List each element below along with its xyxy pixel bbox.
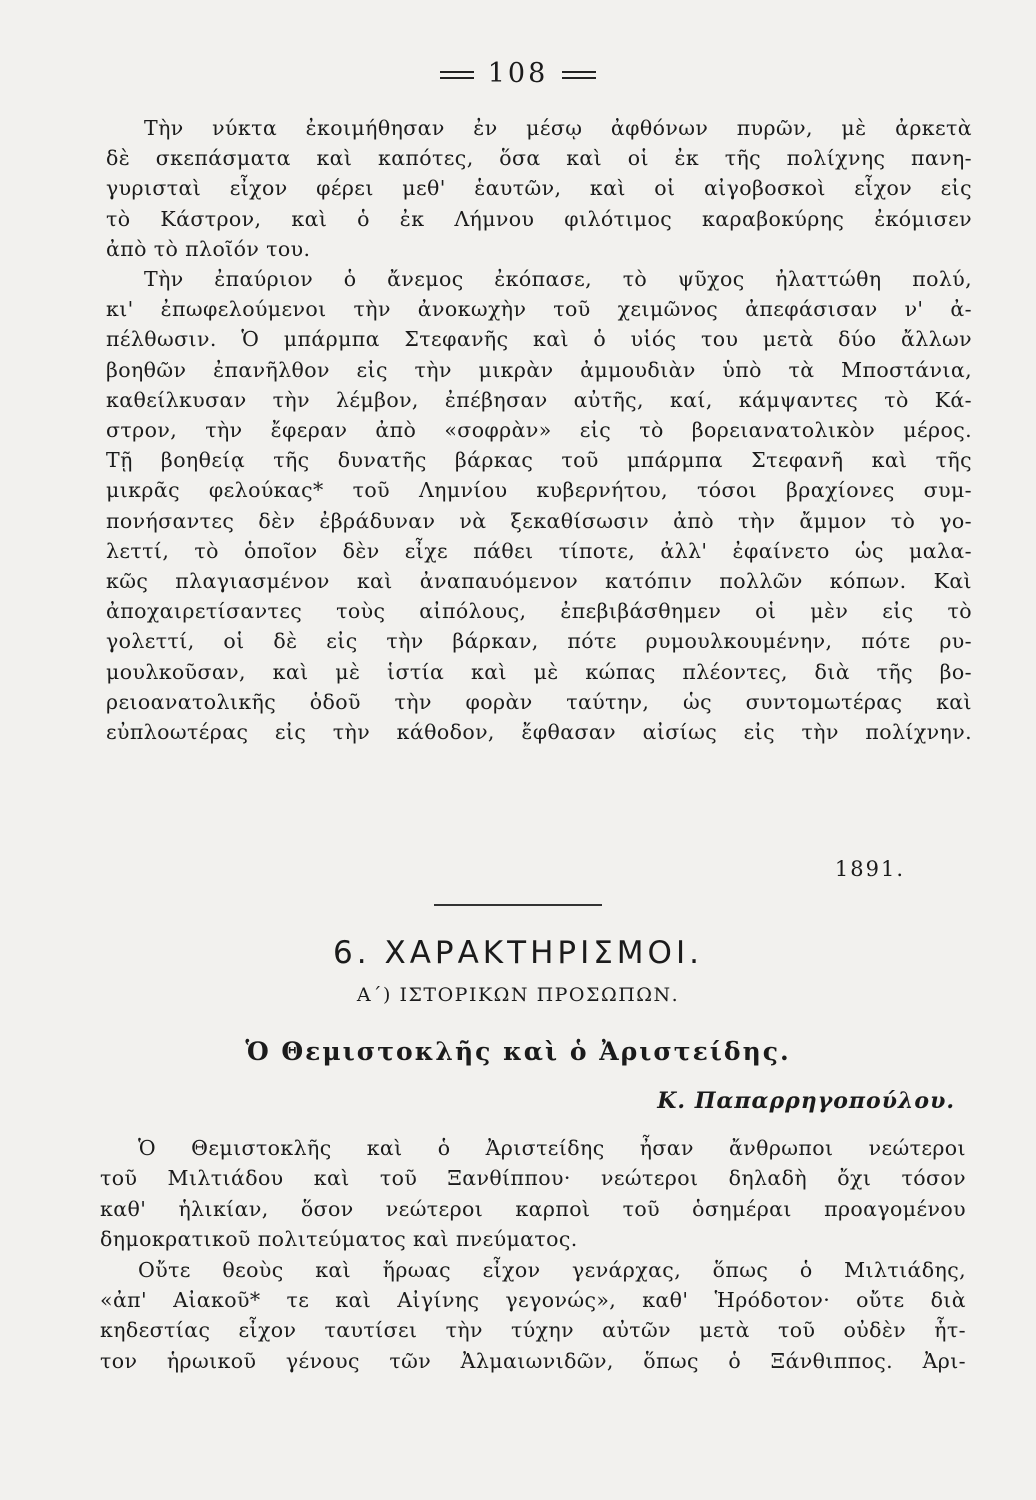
text-line: κι' ἐπωφελούμενοι τὴν ἀνοκωχὴν τοῦ χειμῶνος ἀπεφάσισαν ν' ἀ- xyxy=(106,297,972,322)
text-line: τὸ Κάστρον, καὶ ὁ ἐκ Λήμνου φιλότιμος καραβοκύρης ἐκόμισεν xyxy=(106,206,972,231)
header-rule-left xyxy=(440,71,474,79)
text-line: πέλθωσιν. Ὁ μπάρμπα Στεφανῆς καὶ ὁ υἱός του μετὰ δύο ἄλλων xyxy=(106,327,972,352)
text-line: Ὁ Θεμιστοκλῆς καὶ ὁ Ἀριστείδης ἦσαν ἄνθρωποι νεώτεροι xyxy=(138,1136,966,1160)
text-line: ρειοανατολικῆς ὁδοῦ τὴν φορὰν ταύτην, ὡς συντομωτέρας καὶ xyxy=(106,689,972,714)
narrative-text xyxy=(106,113,972,747)
page-number: 108 xyxy=(487,58,549,89)
text-line: μικρᾶς φελούκας* τοῦ Λημνίου κυβερνήτου, τόσοι βραχίονες συμ- xyxy=(106,478,972,503)
text-line: Τὴν ἐπαύριον ὁ ἄνεμος ἐκόπασε, τὸ ψῦχος ἠλαττώθη πολύ, xyxy=(144,267,972,292)
text-line: γυρισταὶ εἶχον φέρει μεθ' ἑαυτῶν, καὶ οἱ αἰγοβοσκοὶ εἶχον εἰς xyxy=(106,176,972,201)
text-line: στρον, τὴν ἔφεραν ἀπὸ «σοφρὰν» εἰς τὸ βορειανατολικὸν μέρος. xyxy=(106,418,972,443)
section-divider xyxy=(434,904,602,906)
text-line: βοηθῶν ἐπανῆλθον εἰς τὴν μικρὰν ἀμμουδιὰν ὑπὸ τὰ Μποστάνια, xyxy=(106,357,972,382)
page-header xyxy=(0,58,1036,89)
section-heading: 6. ΧΑΡΑΚΤΗΡΙΣΜΟΙ. xyxy=(333,935,703,971)
text-line: πονήσαντες δὲν ἐβράδυναν νὰ ξεκαθίσωσιν ἀπὸ τὴν ἄμμον τὸ γο- xyxy=(106,508,972,533)
text-line: εὐπλοωτέρας εἰς τὴν κάθοδον, ἔφθασαν αἰσίως εἰς τὴν πολίχνην. xyxy=(106,720,972,745)
date-year: 1891. xyxy=(834,857,905,881)
text-line: τον ἡρωικοῦ γένους τῶν Ἀλμαιωνιδῶν, ὅπως ὁ Ξάνθιππος. Ἀρι- xyxy=(100,1348,966,1373)
text-line: κῶς πλαγιασμένον καὶ ἀναπαυόμενον κατόπιν πολλῶν κόπων. Καὶ xyxy=(106,569,972,594)
text-line: ἀπὸ τὸ πλοῖόν του. xyxy=(106,236,311,261)
text-line: Τὴν νύκτα ἐκοιμήθησαν ἐν μέσῳ ἀφθόνων πυρῶν, μὲ ἀρκετὰ xyxy=(144,116,972,140)
text-line: «ἀπ' Αἰακοῦ* τε καὶ Αἰγίνης γεγονώς», καθ' Ἡρόδοτον· οὔτε διὰ xyxy=(100,1288,966,1313)
text-line: καθ' ἡλικίαν, ὅσον νεώτεροι καρποὶ τοῦ ὁσημέραι προαγομένου xyxy=(100,1196,966,1221)
text-line: Οὔτε θεοὺς καὶ ἥρωας εἶχον γενάρχας, ὅπως ὁ Μιλτιάδης, xyxy=(138,1257,966,1282)
article-text xyxy=(100,1133,966,1376)
text-line: Τῇ βοηθείᾳ τῆς δυνατῆς βάρκας τοῦ μπάρμπα Στεφανῆ καὶ τῆς xyxy=(106,448,972,473)
text-line: δὲ σκεπάσματα καὶ καπότες, ὅσα καὶ οἱ ἐκ τῆς πολίχνης πανη- xyxy=(106,146,972,171)
article-author: Κ. Παπαρρηγοπούλου. xyxy=(657,1088,955,1114)
text-line: ἀποχαιρετίσαντες τοὺς αἰπόλους, ἐπεβιβάσθημεν οἱ μὲν εἰς τὸ xyxy=(106,599,972,624)
subsection-heading: Α΄) ΙΣΤΟΡΙΚΩΝ ΠΡΟΣΩΠΩΝ. xyxy=(356,984,680,1006)
text-line: γολεττί, οἱ δὲ εἰς τὴν βάρκαν, πότε ρυμουλκουμένην, πότε ρυ- xyxy=(106,629,972,654)
text-line: καθείλκυσαν τὴν λέμβον, ἐπέβησαν αὐτῆς, καί, κάμψαντες τὸ Κά- xyxy=(106,387,972,412)
text-line: τοῦ Μιλτιάδου καὶ τοῦ Ξανθίππου· νεώτεροι δηλαδὴ ὄχι τόσον xyxy=(100,1166,966,1191)
header-rule-right xyxy=(562,71,596,79)
text-line: μουλκοῦσαν, καὶ μὲ ἱστία καὶ μὲ κώπας πλέοντες, διὰ τῆς βο- xyxy=(106,659,972,684)
text-line: δημοκρατικοῦ πολιτεύματος καὶ πνεύματος. xyxy=(100,1227,578,1252)
text-line: λεττί, τὸ ὁποῖον δὲν εἶχε πάθει τίποτε, ἀλλ' ἐφαίνετο ὡς μαλα- xyxy=(106,538,972,563)
article-title: Ὁ Θεμιστοκλῆς καὶ ὁ Ἀριστείδης. xyxy=(245,1037,791,1066)
text-line: κηδεστίας εἶχον ταυτίσει τὴν τύχην αὐτῶν μετὰ τοῦ οὐδὲν ἧτ- xyxy=(100,1318,966,1343)
